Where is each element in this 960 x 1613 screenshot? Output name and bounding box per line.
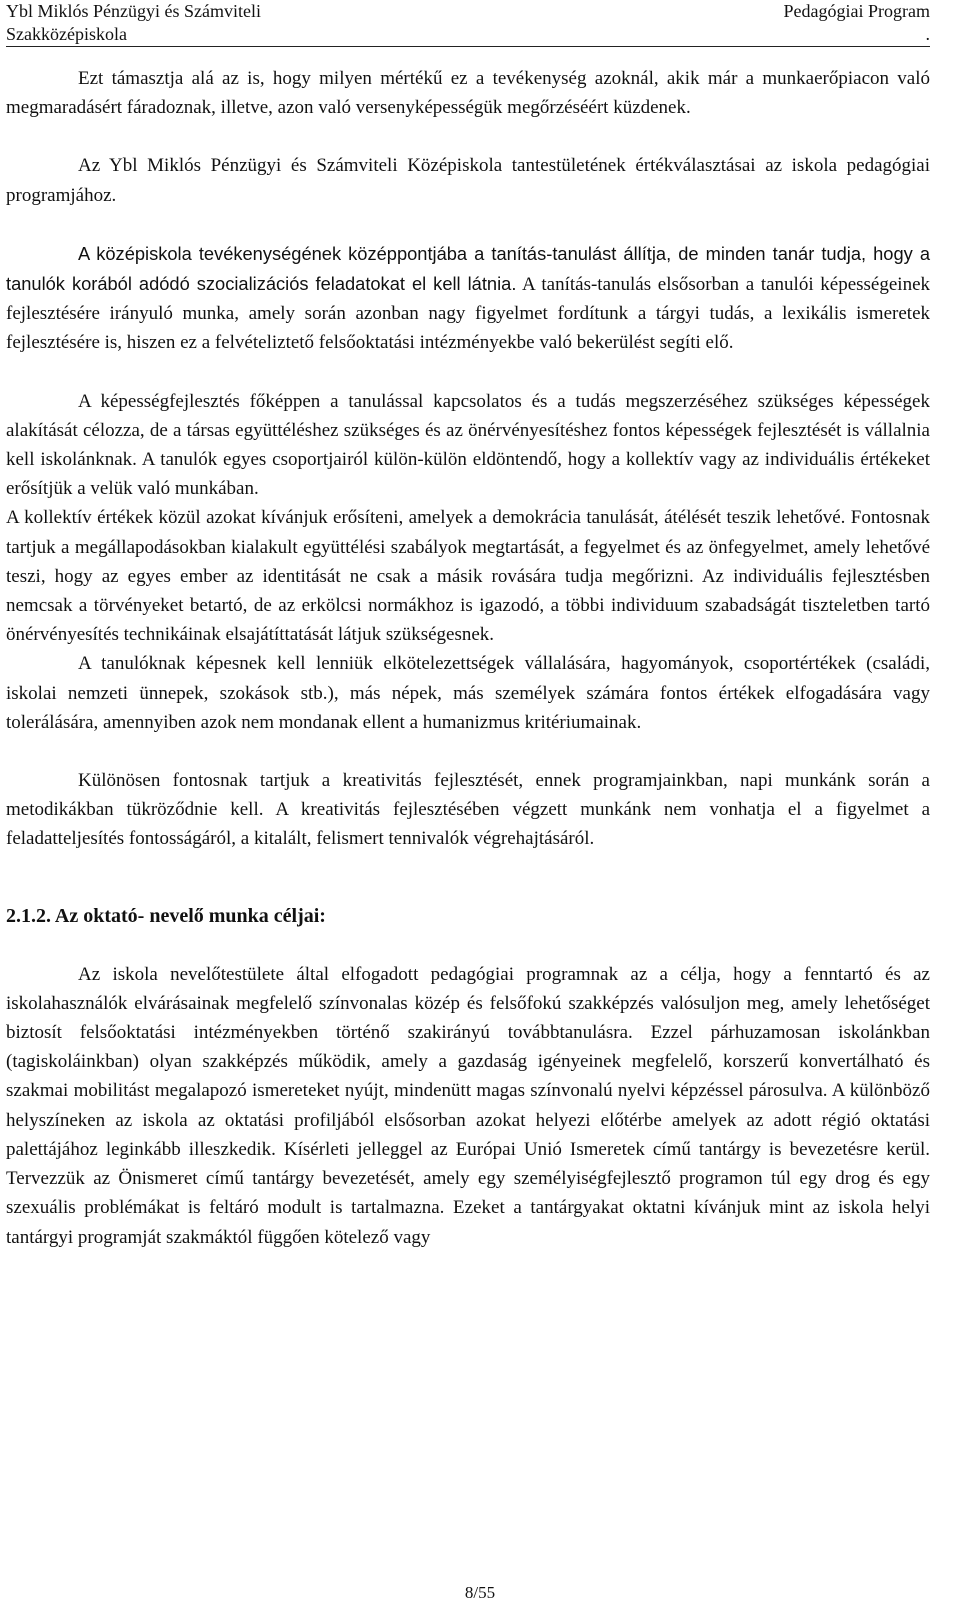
page-body — [6, 64, 930, 1252]
page-number: 8/55 — [464, 1583, 496, 1602]
header-document-title — [784, 0, 930, 46]
paragraph-collective-values: A kollektív értékek közül azokat kívánjuk erősíteni, amelyek a demokrácia tanulását, átélését teszik lehetővé. Fontosnak tartjuk a megállapodásokban kialakult együttélési szabályok megtartását, a fegyelmet és az önfegyelmet, amely lehetővé teszi, hogy az egyes ember az identitását ne csak a másik rovására tudja megőrizni. Az individuális fejlesztésben nemcsak a törvényeket betartó, de az erkölcsi normákhoz is igazodó, a többi individuum szabadságát tiszteletben tartó önérvényesítés technikáinak elsajátíttatását látjuk szükségesnek. — [6, 507, 930, 646]
header-school-line1: Ybl Miklós Pénzügyi és Számviteli — [6, 1, 261, 21]
paragraph-educational-goals: Az iskola nevelőtestülete által elfogadott pedagógiai programnak az a célja, hogy a fenntartó és az iskolahasználók elvárásainak megfelelő színvonalas közép és felsőfokú szakképzés valósuljon meg, amely lehetőséget biztosít felsőoktatási intézményekben történő szakirányú továbbtanulásra. Ezzel párhuzamosan iskolánkban (tagiskoláinkban) olyan szakképzés működik, amely a gazdaság igényeinek megfelelő, korszerű konvertálható és szakmai mobilitást megalapozó ismereteket nyújt, mindenütt magas színvonalú nyelvi képzéssel párosulva. A különböző helyszíneken az iskola az oktatási profiljából elsősorban azokat helyezi előtérbe amelyek az adott régió oktatási palettájához leginkább illeszkedik. Kísérleti jelleggel az Európai Unió Ismeretek című tantárgy is bevezetésre kerül. Tervezzük az Önismeret című tantárgy bevezetését, amely egy személyiségfejlesztő programon túl egy drog és egy szexuális problémákat is feltáró modult is tartalmazna. Ezeket a tantárgyakat oktatni kívánjuk mint az iskola helyi tantárgyi programját szakmáktól függően kötelező vagy — [6, 963, 930, 1248]
header-school-line2: Szakközépiskola — [6, 24, 127, 44]
paragraph-teaching-learning-part2: A tanítás-tanulás elsősorban a tanulói képességeinek fejlesztésére irányuló munka, amely során azonban nagy figyelmet fordítunk a tárgyi tudás, a lexikális ismeretek fejlesztésére is, hiszen ez a felvételiztető felsőoktatási intézményekbe való bekerülést segíti elő. — [6, 274, 930, 354]
paragraph-support: Ezt támasztja alá az is, hogy milyen mértékű ez a tevékenység azoknál, akik már a munkaerőpiacon való megmaradásért fáradoznak, illetve, azon való versenyképességük megőrzéséért küzdenek. — [6, 68, 930, 119]
paragraph-commitments: A tanulóknak képesnek kell lenniük elkötelezettségek vállalására, hagyományok, csoportértékek (családi, iskolai nemzeti ünnepek, szokások stb.), más népek, más személyek számára fontos értékek elfogadására vagy tolerálására, amennyiben azok nem mondanak ellent a humanizmus kritériumainak. — [6, 653, 930, 733]
paragraph-value-choices: Az Ybl Miklós Pénzügyi és Számviteli Középiskola tantestületének értékválasztásai az iskola pedagógiai programjához. — [6, 155, 930, 206]
header-title-line1: Pedagógiai Program — [783, 1, 930, 21]
paragraph-creativity: Különösen fontosnak tartjuk a kreativitás fejlesztését, ennek programjainkban, napi munkánk során a metodikákban tükröződnie kell. A kreativitás fejlesztésében végzett munkánk nem vonhatja el a figyelmet a feladatteljesítés fontosságáról, a kitalált, felismert tennivalók végrehajtásáról. — [6, 770, 930, 850]
paragraph-skill-development: A képességfejlesztés főképpen a tanulással kapcsolatos és a tudás megszerzéséhez szükséges képességek alakítását célozza, de a társas együttéléshez szükséges és az önérvényesítéshez fontos képességek fejlesztését is vállalnia kell iskolánknak. A tanulók egyes csoportjairól külön-külön eldöntendő, hogy a kollektív vagy az individuális értékeket erősítjük a velük való munkában. — [6, 390, 930, 500]
header-school-name — [6, 0, 261, 46]
paragraph-teaching-learning-part1: A középiskola tevékenységének középpontjába a tanítás-tanulást állítja, de minden tanár tudja, hogy a tanulók korából adódó szocializációs feladatokat el kell látnia. — [6, 242, 930, 295]
page-header — [6, 0, 930, 47]
header-title-line2: . — [925, 24, 930, 44]
section-heading: 2.1.2. Az oktató- nevelő munka céljai: — [6, 904, 326, 927]
paragraph-teaching-learning — [6, 239, 930, 358]
